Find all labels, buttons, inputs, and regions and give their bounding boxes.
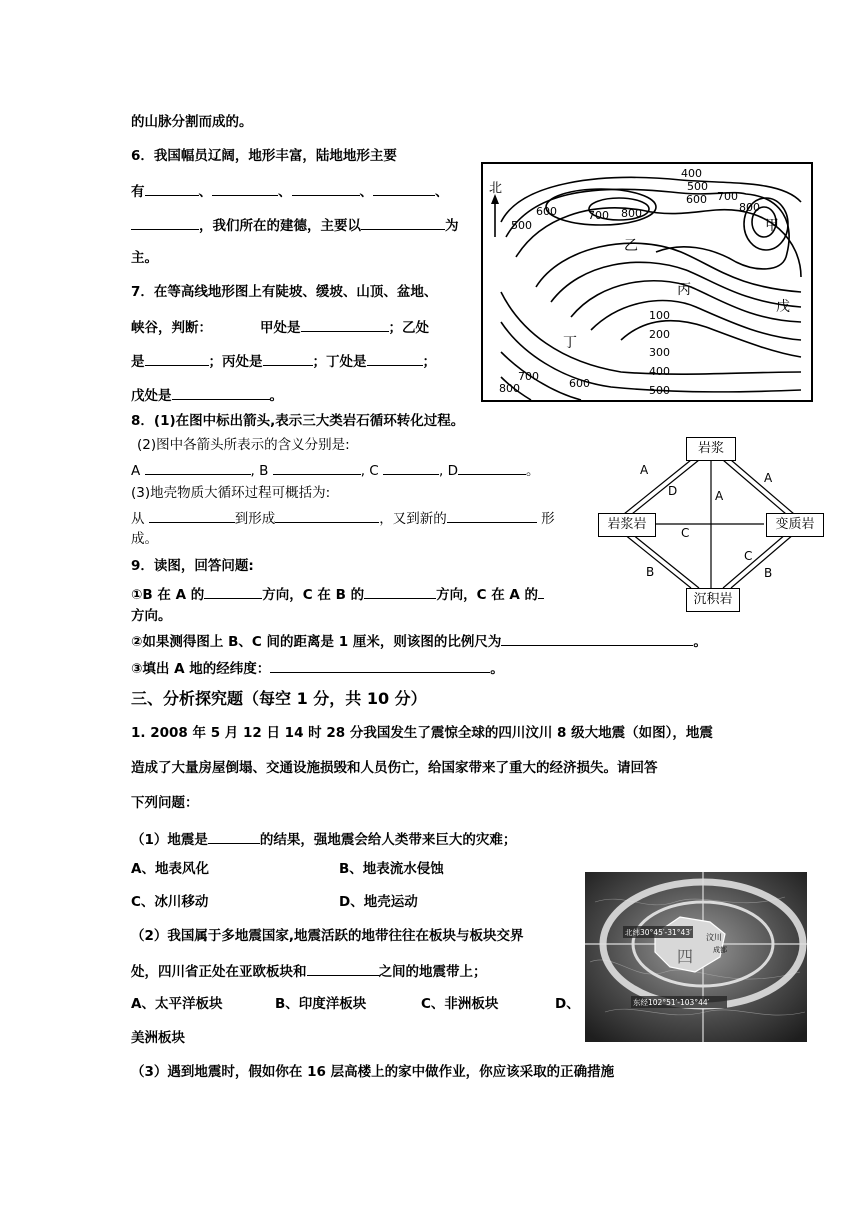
contour-label: 300 [649, 346, 670, 359]
blank[interactable] [263, 351, 313, 366]
point-ding: 丁 [563, 335, 577, 351]
point-bing: 丙 [677, 282, 691, 298]
blank[interactable] [458, 460, 526, 475]
sub-question-1: （1）地震是 的结果，强地震会给人类带来巨大的灾难； [131, 829, 516, 849]
contour-label: 700 [717, 190, 738, 203]
contour-label: 500 [649, 384, 670, 397]
north-label: 北 [489, 181, 503, 196]
contour-label: 700 [518, 370, 539, 383]
blank[interactable] [149, 508, 235, 523]
arrow-label: C [681, 526, 690, 540]
question-7-line2: 峡谷，判断： 甲处是 ；乙处 [131, 317, 429, 337]
igneous-rock-box: 岩浆岩 [598, 513, 656, 537]
arrow-label: A [764, 471, 773, 485]
question-9-line5: ③填出 A 地的经纬度： 。 [131, 658, 504, 678]
blank[interactable] [131, 215, 199, 230]
arrow-label: A [715, 489, 724, 503]
arrow-label: B [764, 566, 773, 580]
blank[interactable] [208, 829, 260, 844]
question-9-line1: 9．读图，回答问题: [131, 558, 254, 574]
question-6-line2: 有 、 、 、 、 [131, 181, 449, 201]
contour-label: 400 [649, 365, 670, 378]
question-6-line4: 主。 [131, 250, 158, 266]
point-yi: 乙 [624, 238, 638, 254]
contour-label: 100 [649, 309, 670, 322]
arrow-label: C [744, 549, 753, 563]
question-8-line2: (2)图中各箭头所表示的含义分别是: [137, 437, 350, 453]
section-3-title: 三、分析探究题（每空 1 分，共 10 分） [131, 689, 427, 708]
blank[interactable] [301, 317, 389, 332]
contour-label: 800 [621, 207, 642, 220]
contour-label: 600 [569, 377, 590, 390]
contour-label: 500 [511, 219, 532, 232]
blank[interactable] [145, 460, 251, 475]
earthquake-map-image [585, 872, 807, 1042]
question-9-line3: 方向。 [131, 608, 172, 624]
place-label: 汶川 [706, 933, 722, 942]
blank[interactable] [145, 351, 209, 366]
point-wu: 戊 [776, 299, 790, 315]
sub-question-3: （3）遇到地震时，假如你在 16 层高楼上的家中做作业，你应该采取的正确措施 [131, 1064, 615, 1080]
option-a[interactable]: A、地表风化 [131, 861, 209, 877]
contour-label: 800 [739, 201, 760, 214]
blank[interactable] [145, 181, 199, 196]
blank[interactable] [275, 508, 379, 523]
question-7-line4: 戊处是 。 [131, 385, 283, 405]
option-d[interactable]: D、地壳运动 [339, 894, 418, 910]
arrow-label: D [668, 484, 678, 498]
option-line [131, 893, 418, 911]
sedimentary-rock-box: 沉积岩 [686, 588, 740, 612]
question-6-line3: ，我们所在的建德，主要以 为 [131, 215, 459, 235]
point-jia: 甲 [765, 218, 779, 234]
arrow-label: A [640, 463, 649, 477]
contour-label: 500 [687, 180, 708, 193]
blank[interactable] [172, 385, 270, 400]
section-3-paragraph: 1. 2008 年 5 月 12 日 14 时 28 分我国发生了震惊全球的四川汶川 8 级大地震（如图），地震 [131, 725, 713, 741]
contour-map [481, 162, 813, 402]
blank[interactable] [273, 460, 361, 475]
metamorphic-rock-box: 变质岩 [766, 513, 824, 537]
magma-box: 岩浆 [686, 437, 736, 461]
option-b[interactable]: B、地表流水侵蚀 [339, 861, 444, 877]
contour-label: 200 [649, 328, 670, 341]
blank[interactable] [361, 215, 445, 230]
option-c[interactable]: C、非洲板块 [421, 996, 499, 1012]
contour-label: 800 [499, 382, 520, 395]
question-8-line1: 8．(1)在图中标出箭头,表示三大类岩石循环转化过程。 [131, 413, 465, 429]
blank[interactable] [212, 181, 278, 196]
blank[interactable] [204, 584, 262, 599]
contour-label: 400 [681, 167, 702, 180]
option-line [131, 995, 580, 1013]
question-6-line1: 6．我国幅员辽阔，地形丰富，陆地地形主要 [131, 148, 397, 164]
question-8-line6: 成。 [131, 531, 158, 547]
contour-label: 700 [588, 209, 609, 222]
sub-question-2: （2）我国属于多地震国家,地震活跃的地带往往在板块与板块交界 [131, 928, 524, 944]
question-9-line2: ①B 在 A 的 方向，C 在 B 的 方向，C 在 A 的 [131, 584, 544, 604]
option-c[interactable]: C、冰川移动 [131, 894, 209, 910]
question-7-line3: 是 ；丙处是 ；丁处是 ； [131, 351, 436, 371]
blank[interactable] [383, 460, 439, 475]
blank[interactable] [447, 508, 537, 523]
section-3-paragraph: 造成了大量房屋倒塌、交通设施损毁和人员伤亡，给国家带来了重大的经济损失。请回答 [131, 760, 658, 776]
latitude-label: 北纬30°45′-31°43′ [625, 928, 692, 937]
question-8-line5: 从 到形成 ，又到新的 形 [131, 508, 555, 528]
option-d[interactable]: D、 [555, 996, 580, 1012]
question-8-line4: (3)地壳物质大循环过程可概括为: [131, 485, 331, 501]
option-d-continued: 美洲板块 [131, 1030, 185, 1046]
longitude-label: 东经102°51′-103°44′ [633, 998, 710, 1007]
blank[interactable] [307, 961, 379, 976]
blank[interactable] [364, 584, 436, 599]
blank[interactable] [538, 584, 544, 599]
option-line [131, 860, 444, 878]
blank[interactable] [367, 351, 423, 366]
text-line: 的山脉分割而成的。 [131, 114, 253, 130]
place-label: 成都 [713, 946, 727, 954]
province-label: 四 [677, 947, 694, 966]
arrow-label: B [646, 565, 655, 579]
blank[interactable] [292, 181, 360, 196]
section-3-paragraph: 下列问题： [131, 795, 199, 811]
question-8-line3: A , B , C , D 。 [131, 460, 540, 480]
option-b[interactable]: B、印度洋板块 [275, 996, 367, 1012]
contour-label: 600 [536, 205, 557, 218]
blank[interactable] [373, 181, 435, 196]
option-a[interactable]: A、太平洋板块 [131, 996, 223, 1012]
contour-label: 600 [686, 193, 707, 206]
sub-question-2-line2: 处，四川省正处在亚欧板块和 之间的地震带上； [131, 961, 487, 981]
blank[interactable] [270, 658, 490, 673]
question-9-line4: ②如果测得图上 B、C 间的距离是 1 厘米，则该图的比例尺为 。 [131, 631, 707, 651]
question-7-line1: 7．在等高线地形图上有陡坡、缓坡、山顶、盆地、 [131, 284, 438, 300]
blank[interactable] [501, 631, 693, 646]
